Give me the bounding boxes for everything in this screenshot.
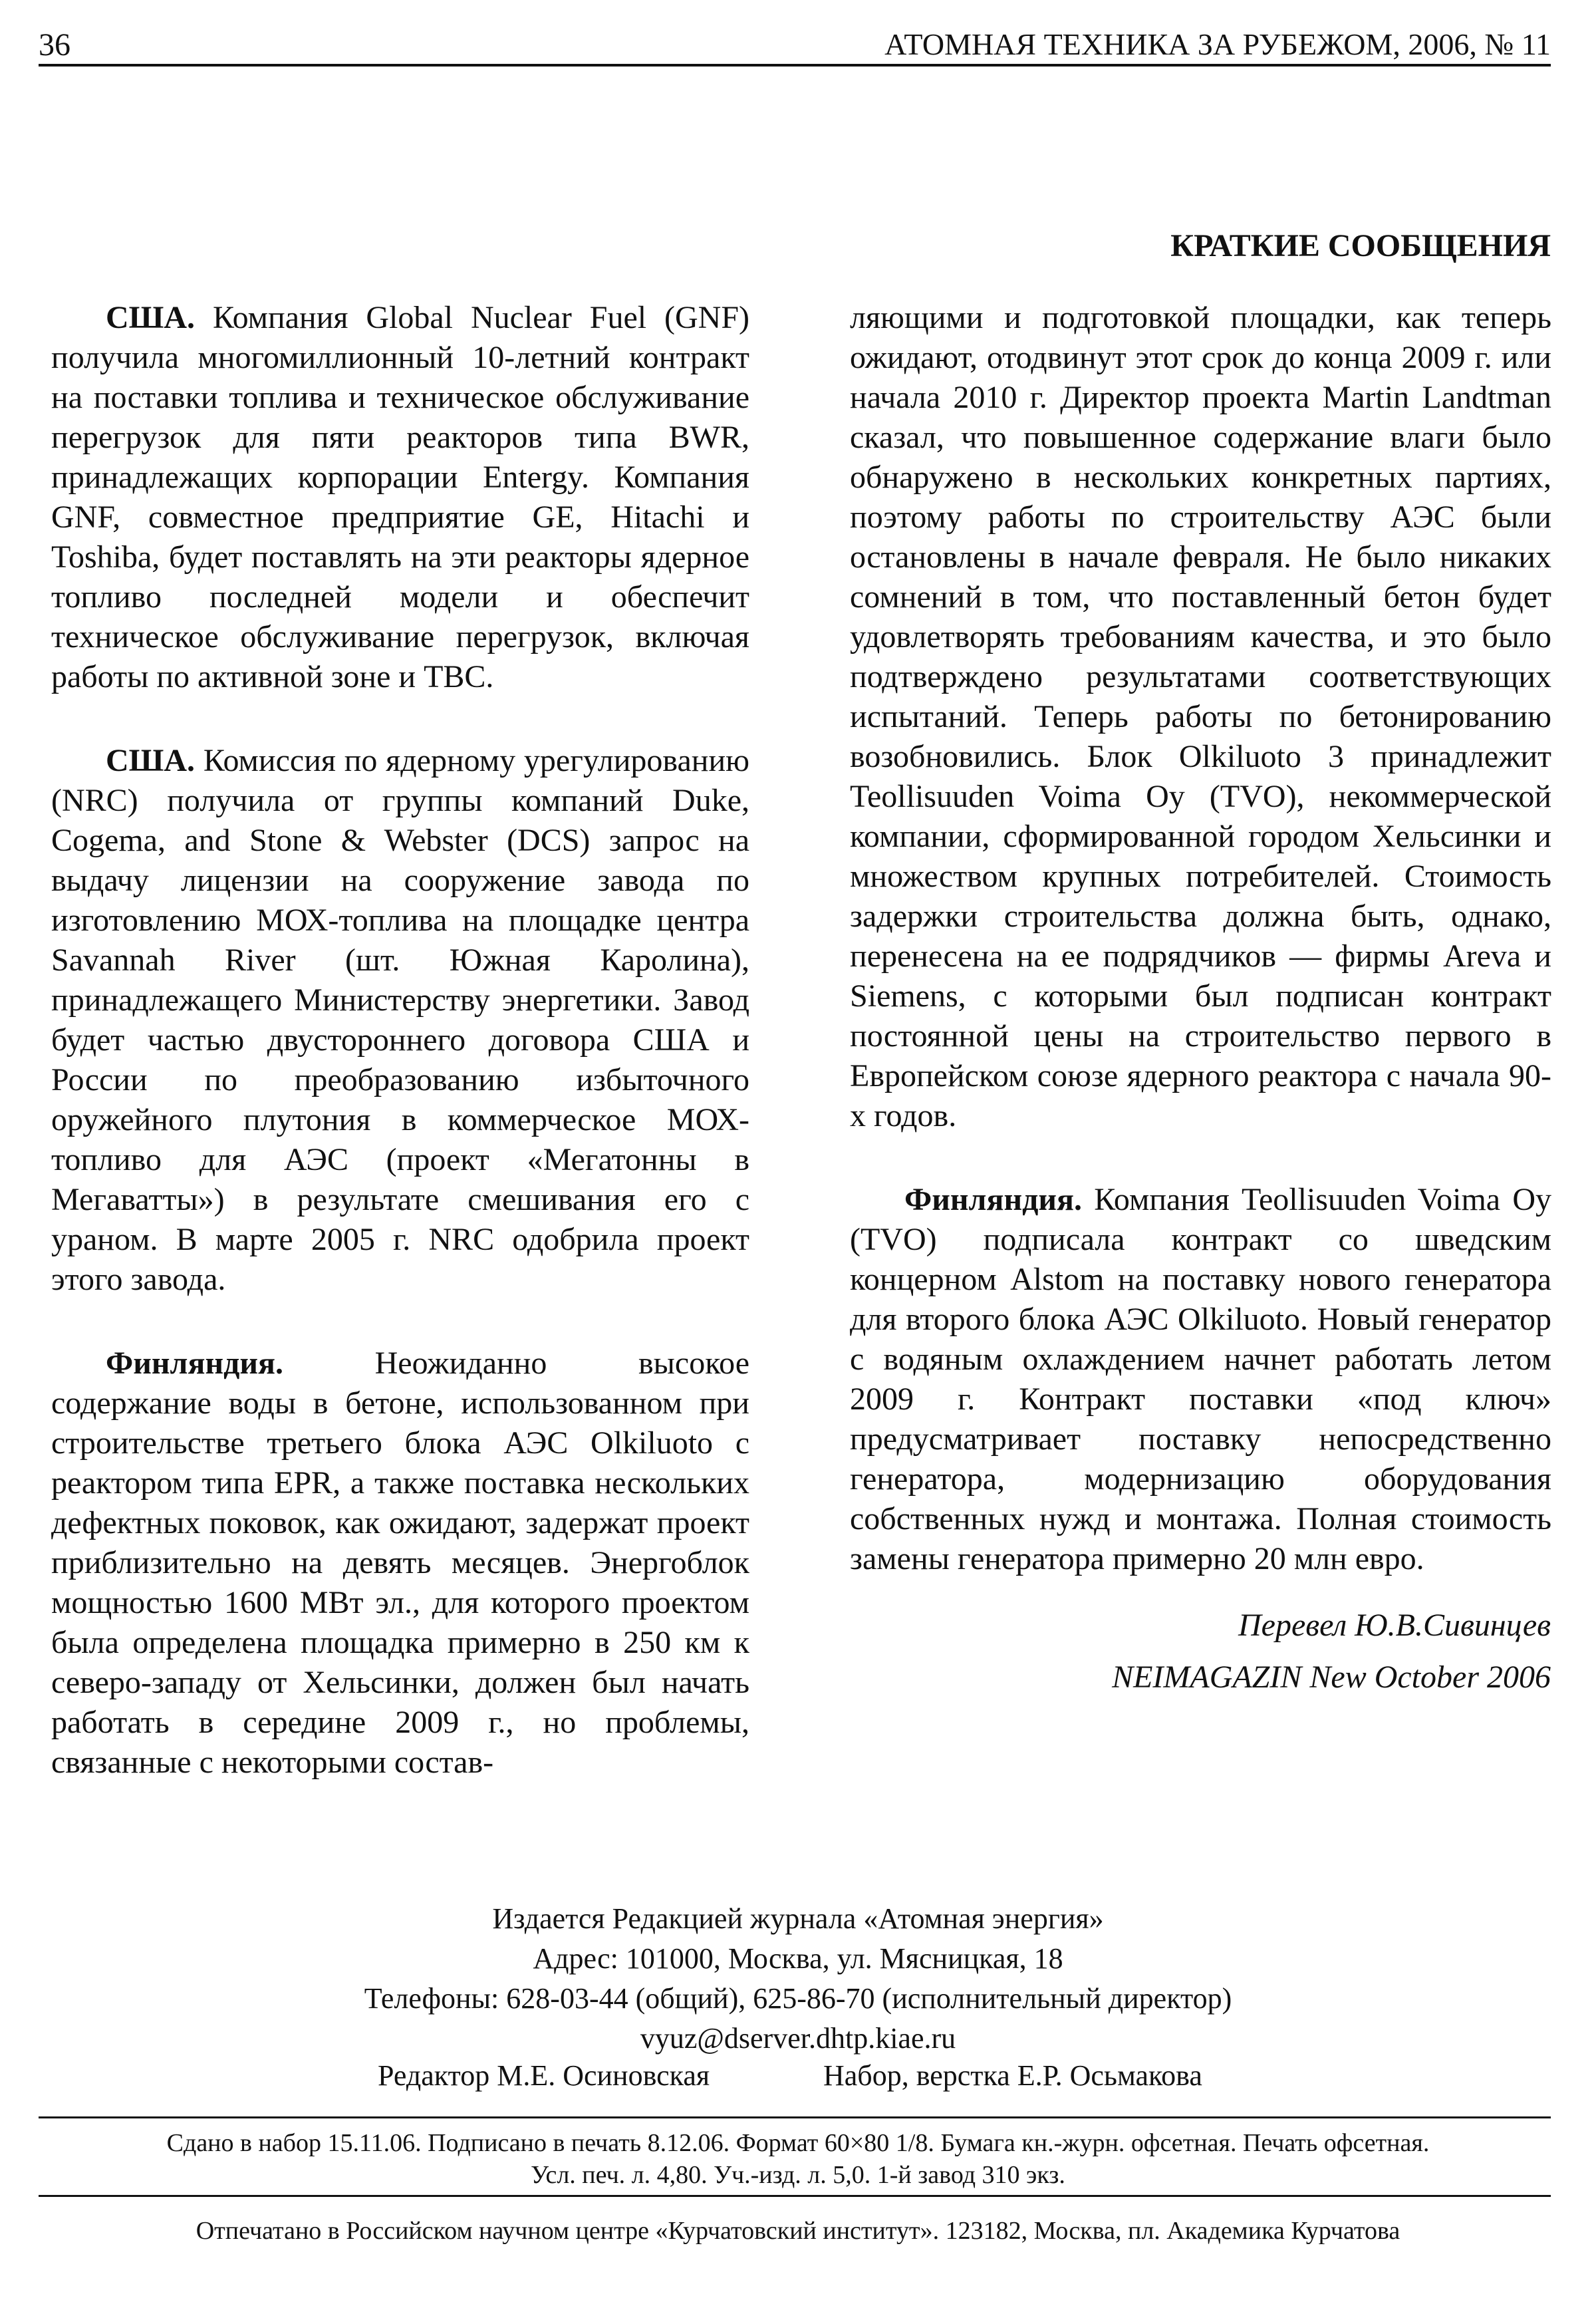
print-info-line: Сдано в набор 15.11.06. Подписано в печать 8.12.06. Формат 60×80 1/8. Бумага кн.-журн. офсетная. Печать офсетная. <box>166 2129 1430 2157</box>
article-body: Комиссия по ядерному урегулированию (NRC) получила от группы компаний Duke, Cogema, and Stone & Webster (DCS) запрос на выдачу лицензии на сооружение завода по изготовлению МОХ-топлива на площадке центра Savannah River (шт. Южная Каролина), принадлежащего Министерству энергетики. Завод будет частью двустороннего договора США и России по преобразованию избыточного оружейного плутония в коммерческое МОХ-топливо для АЭС (проект «Мегатонны в Мегаватты») в результате смешивания его с ураном. В марте 2005 г. NRC одобрила проект этого завода. <box>51 743 749 1297</box>
print-info <box>0 2127 1596 2191</box>
article-lead: Финляндия. <box>904 1182 1082 1217</box>
translator-name: Перевел Ю.В.Сивинцев <box>1238 1608 1551 1643</box>
phones-line: Телефоны: 628-03-44 (общий), 625-86-70 (исполнительный директор) <box>364 1982 1232 2015</box>
email-line: vyuz@dserver.dhtp.kiae.ru <box>640 2022 956 2055</box>
article-body: ляющими и подготовкой площадки, как теперь ожидают, отодвинут этот срок до конца 2009 г. или начала 2010 г. Директор проекта Martin Landtman сказал, что повышенное содержание влаги было обнаружено в нескольких конкретных партиях, поэтому работы по строительству АЭС были остановлены в начале февраля. Не было никаких сомнений в том, что поставленный бетон будет удовлетворять требованиям качества, и это было подтверждено результатами соответствующих испытаний. Теперь работы по бетонированию возобновились. Блок Olkiluoto 3 принадлежит Teollisuuden Voima Oy (TVO), некоммерческой компании, сформированной городом Хельсинки и множеством крупных потребителей. Стоимость задержки строительства должна быть, однако, перенесена на ее подрядчиков — фирмы Areva и Siemens, с которыми был подписан контракт постоянной цены на строительство первого в Европейском союзе ядерного реактора с начала 90-х годов. <box>850 300 1551 1133</box>
section-title: КРАТКИЕ СООБЩЕНИЯ <box>1170 228 1551 263</box>
address-line: Адрес: 101000, Москва, ул. Мясницкая, 18 <box>533 1942 1063 1975</box>
article-finland-generator <box>850 1180 1551 1579</box>
publisher-line: Издается Редакцией журнала «Атомная энергия» <box>492 1902 1104 1935</box>
article-body: Компания Teollisuuden Voima Oy (TVO) подписала контракт со шведским концерном Alstom на поставку нового генератора для второго блока АЭС Olkiluoto. Новый генератор с водяным охлаждением начнет работать летом 2009 г. Контракт поставки «под ключ» предусматривает поставку непосредственно генератора, модернизацию оборудования собственных нужд и монтажа. Полная стоимость замены генератора примерно 20 млн евро. <box>850 1182 1551 1576</box>
article-lead: США. <box>106 743 196 778</box>
article-body: Неожиданно высокое содержание воды в бетоне, использованном при строительстве третьего блока АЭС Olkiluoto с реактором типа EPR, а также поставка нескольких дефектных поковок, как ожидают, задержат проект приблизительно на девять месяцев. Энергоблок мощностью 1600 МВт эл., для которого проектом была определена площадка примерно в 250 км к северо-западу от Хельсинки, должен был начать работать в середине 2009 г., но проблемы, связанные с некоторыми состав- <box>51 1346 749 1780</box>
journal-title: АТОМНАЯ ТЕХНИКА ЗА РУБЕЖОМ, 2006, № 11 <box>884 27 1551 61</box>
divider <box>39 2116 1551 2118</box>
article-usa-nrc <box>51 741 749 1300</box>
right-column <box>850 298 1551 1623</box>
divider <box>39 2195 1551 2197</box>
editor-credit: Редактор М.Е. Осиновская <box>378 2059 710 2092</box>
article-body: Компания Global Nuclear Fuel (GNF) получила многомиллионный 10-летний контракт на поставки топлива и техническое обслуживание перегрузок для пяти реакторов типа BWR, принадлежащих корпорации Entergy. Компания GNF, совместное предприятие GE, Hitachi и Toshiba, будет поставлять на эти реакторы ядерное топливо последней модели и обеспечит техническое обслуживание перегрузок, включая работы по активной зоне и ТВС. <box>51 300 749 694</box>
left-column <box>51 298 749 1826</box>
article-lead: Финляндия. <box>106 1346 283 1381</box>
article-lead: США. <box>106 300 196 335</box>
source-reference: NEIMAGAZIN New October 2006 <box>1112 1660 1551 1695</box>
page-number: 36 <box>39 27 70 63</box>
article-usa-gnf <box>51 298 749 697</box>
printer-line: Отпечатано в Российском научном центре «Курчатовский институт». 123182, Москва, пл. Академика Курчатова <box>196 2217 1400 2245</box>
layout-credit: Набор, верстка Е.Р. Осьмакова <box>823 2059 1202 2092</box>
page-header <box>39 24 1551 67</box>
print-info-line: Усл. печ. л. 4,80. Уч.-изд. л. 5,0. 1-й завод 310 экз. <box>531 2161 1065 2189</box>
translator-signature <box>1112 1600 1551 1703</box>
article-finland-concrete <box>51 1344 749 1783</box>
article-finland-concrete-continued <box>850 298 1551 1136</box>
publisher-imprint <box>0 1899 1596 2059</box>
